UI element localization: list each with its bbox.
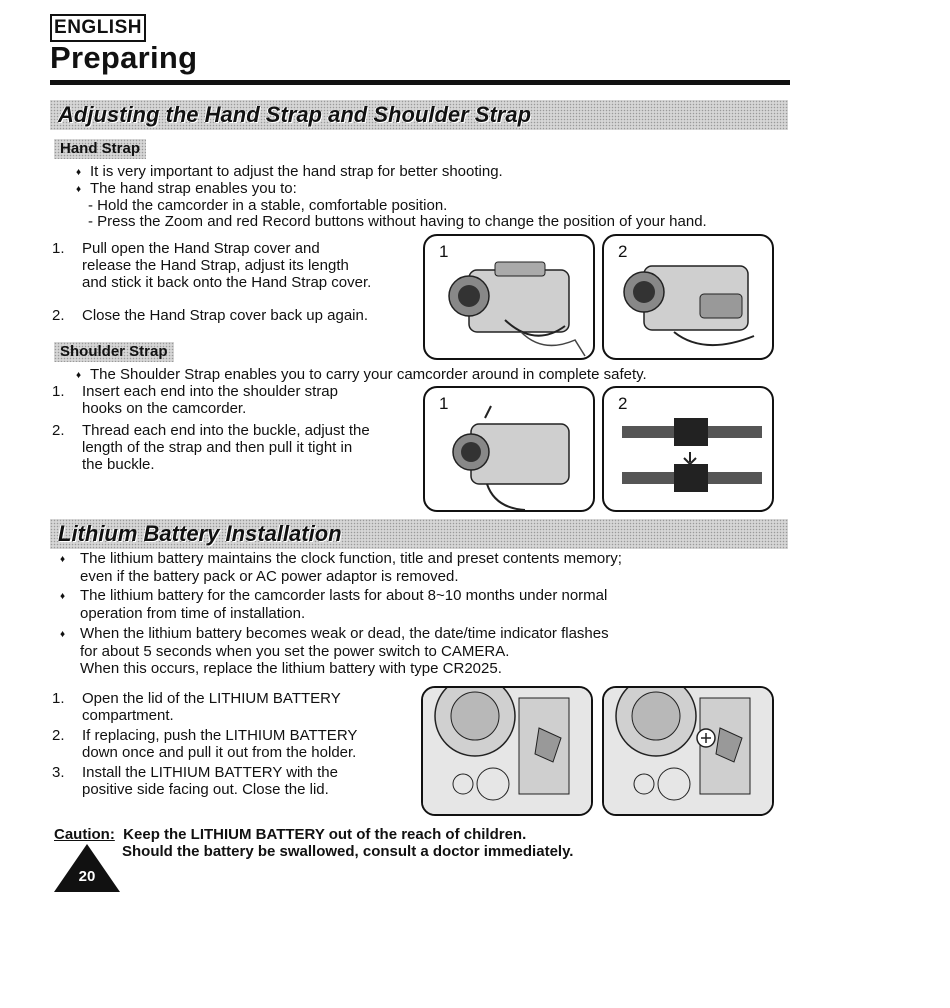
step-text: down once and pull it out from the holder. (82, 744, 357, 761)
hand-strap-bullet: ♦ The hand strap enables you to: (76, 180, 297, 198)
bullet-text: for about 5 seconds when you set the power switch to CAMERA. (80, 643, 510, 660)
lithium-step (52, 764, 338, 798)
lithium-step (52, 727, 357, 761)
shoulder-strap-step (52, 383, 338, 417)
caution-line-1 (54, 826, 526, 844)
step-text: Close the Hand Strap cover back up again. (82, 307, 369, 324)
bullet-text: The lithium battery maintains the clock function, title and preset contents memory; (80, 550, 622, 567)
step-number: 1. (52, 240, 65, 257)
step-text: positive side facing out. Close the lid. (82, 781, 329, 798)
step-text: compartment. (82, 707, 174, 724)
lithium-bullet (60, 550, 622, 585)
page-number: 20 (78, 868, 96, 885)
shoulder-strap-step (52, 422, 370, 473)
lithium-bullet (60, 587, 607, 622)
bullet-icon (60, 625, 80, 643)
shoulder-strap-figure-2 (602, 386, 774, 512)
lithium-bullet (60, 625, 609, 677)
shoulder-strap-figure-1 (423, 386, 595, 512)
camcorder-hand-strap-closed-illustration (604, 236, 774, 360)
step-text: If replacing, push the LITHIUM BATTERY (82, 727, 358, 744)
shoulder-strap-bullet: ♦ The Shoulder Strap enables you to carry your camcorder around in complete safety. (76, 366, 647, 384)
step-text: and stick it back onto the Hand Strap cover. (82, 274, 372, 291)
step-text: Pull open the Hand Strap cover and (82, 240, 320, 257)
hand-strap-step (52, 240, 371, 291)
hand-strap-subpoint: - Press the Zoom and red Record buttons without having to change the position of your hand. (88, 213, 707, 230)
step-number: 1. (52, 383, 65, 400)
step-text: Install the LITHIUM BATTERY with the (82, 764, 338, 781)
bullet-text: The lithium battery for the camcorder lasts for about 8~10 months under normal (80, 587, 608, 604)
caution-line-2: Should the battery be swallowed, consult a doctor immediately. (122, 843, 574, 860)
step-number: 2. (52, 727, 65, 744)
step-text: Open the lid of the LITHIUM BATTERY (82, 690, 341, 707)
hand-strap-figure-2 (602, 234, 774, 360)
step-text: hooks on the camcorder. (82, 400, 247, 417)
figure-number: 2 (618, 242, 628, 261)
subsection-title-hand-strap: Hand Strap (60, 140, 141, 157)
lithium-step (52, 690, 341, 724)
lithium-battery-figure-1 (421, 686, 593, 816)
step-number: 2. (52, 422, 65, 439)
figure-number: 2 (618, 394, 628, 413)
bullet-icon (60, 550, 80, 568)
bullet-text: When this occurs, replace the lithium battery with type CR2025. (80, 660, 502, 677)
battery-insert-illustration (604, 688, 774, 816)
page-title: Preparing (50, 40, 198, 75)
caution-label: Caution: (54, 826, 115, 843)
step-text: Insert each end into the shoulder strap (82, 383, 338, 400)
strap-buckle-illustration (604, 388, 774, 512)
step-text: length of the strap and then pull it tight in (82, 439, 353, 456)
section-title-lithium: Lithium Battery Installation (58, 521, 342, 546)
section-band-straps (50, 100, 788, 130)
bullet-text: even if the battery pack or AC power adaptor is removed. (80, 568, 459, 585)
step-text: Thread each end into the buckle, adjust the (82, 422, 370, 439)
subsection-band-hand-strap (54, 139, 146, 159)
section-band-lithium (50, 519, 788, 549)
section-title-straps: Adjusting the Hand Strap and Shoulder Strap (58, 102, 532, 127)
camcorder-hand-strap-illustration (425, 236, 595, 360)
step-number: 1. (52, 690, 65, 707)
hand-strap-subpoint: - Hold the camcorder in a stable, comfortable position. (88, 197, 448, 214)
hand-strap-figure-1 (423, 234, 595, 360)
hand-strap-bullet: ♦ It is very important to adjust the hand strap for better shooting. (76, 163, 503, 181)
step-number: 3. (52, 764, 65, 781)
bullet-icon (60, 587, 80, 605)
language-label: ENGLISH (50, 14, 146, 42)
bullet-text: When the lithium battery becomes weak or dead, the date/time indicator flashes (80, 625, 609, 642)
step-number: 2. (52, 307, 65, 324)
figure-number: 1 (439, 242, 449, 261)
title-rule (50, 80, 790, 85)
step-text: release the Hand Strap, adjust its length (82, 257, 349, 274)
bullet-text: operation from time of installation. (80, 605, 306, 622)
step-text: the buckle. (82, 456, 155, 473)
subsection-band-shoulder-strap (54, 342, 174, 362)
caution-text: Keep the LITHIUM BATTERY out of the reach of children. (123, 826, 527, 843)
subsection-title-shoulder-strap: Shoulder Strap (60, 343, 168, 360)
battery-compartment-open-illustration (423, 688, 593, 816)
figure-number: 1 (439, 394, 449, 413)
camcorder-shoulder-strap-illustration (425, 388, 595, 512)
hand-strap-step (52, 307, 368, 324)
lithium-battery-figure-2 (602, 686, 774, 816)
